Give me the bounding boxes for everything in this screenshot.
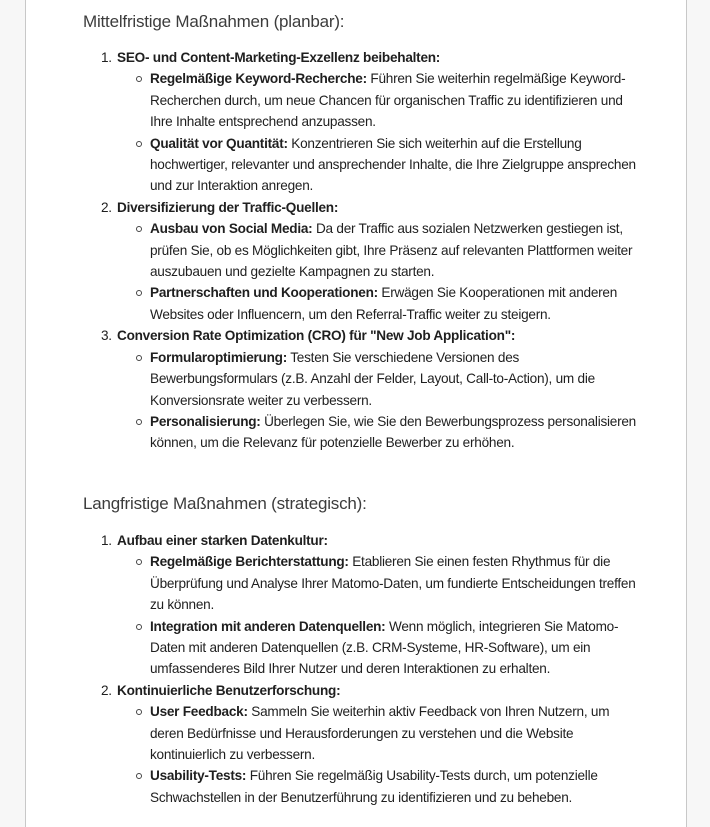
- circle-bullet-icon: [136, 559, 142, 565]
- sub-item-title: Qualität vor Quantität:: [150, 135, 288, 151]
- sub-list-item: [134, 616, 641, 680]
- sub-list-item: [134, 68, 641, 132]
- sub-item-title: Partnerschaften und Kooperationen:: [150, 285, 378, 301]
- document-panel: [25, 0, 687, 827]
- sub-item-title: Regelmäßige Keyword-Recherche:: [150, 71, 367, 87]
- list-item: [101, 680, 641, 808]
- sub-item-text: Etablieren Sie einen festen Rhythmus für die Überprüfung und Analyse Ihrer Matomo-Daten, um fundierte Entscheidungen treffen zu können.: [150, 554, 636, 613]
- sub-item-text: Überlegen Sie, wie Sie den Bewerbungsprozess personalisieren können, um die Relevanz für potenzielle Bewerber zu erhöhen.: [150, 413, 636, 451]
- sub-list-item: [134, 765, 641, 808]
- sub-item-title: Integration mit anderen Datenquellen:: [150, 618, 386, 634]
- item-number: 1.: [101, 50, 112, 65]
- list-item: [101, 47, 641, 197]
- sub-item-text: Führen Sie weiterhin regelmäßige Keyword-Recherchen durch, um neue Chancen für organischen Traffic zu identifizieren und Ihre Inhalte entsprechend anzupassen.: [150, 71, 626, 130]
- long-term-measures-list: [101, 530, 641, 808]
- sub-list: [117, 68, 641, 196]
- circle-bullet-icon: [136, 419, 142, 425]
- sub-item-title: Regelmäßige Berichterstattung:: [150, 554, 349, 570]
- sub-list: [117, 701, 641, 808]
- item-title: Diversifizierung der Traffic-Quellen:: [117, 199, 339, 215]
- sub-item-title: Formularoptimierung:: [150, 349, 287, 365]
- circle-bullet-icon: [136, 141, 142, 147]
- sub-list-item: [134, 347, 641, 411]
- circle-bullet-icon: [136, 76, 142, 82]
- sub-item-text: Wenn möglich, integrieren Sie Matomo-Daten mit anderen Datenquellen (z.B. CRM-Systeme, HR-Software), um ein umfassenderes Bild Ihrer Nutzer und deren Interaktionen zu erhalten.: [150, 618, 619, 677]
- sub-item-title: Ausbau von Social Media:: [150, 221, 313, 237]
- sub-item-text: Da der Traffic aus sozialen Netzwerken gestiegen ist, prüfen Sie, ob es Möglichkeiten gibt, Ihre Präsenz auf relevanten Plattformen weiter auszubauen und gezielte Kampagnen zu starten.: [150, 221, 633, 280]
- circle-bullet-icon: [136, 709, 142, 715]
- item-number: 2.: [101, 682, 112, 698]
- item-number: 3.: [101, 328, 112, 344]
- list-item: [101, 197, 641, 325]
- section-heading-mid-term: Mittelfristige Maßnahmen (planbar):: [83, 12, 345, 31]
- item-title: Kontinuierliche Benutzerforschung:: [117, 682, 341, 698]
- sub-item-text: Führen Sie regelmäßig Usability-Tests durch, um potenzielle Schwachstellen in der Benutzerführung zu identifizieren und zu beheben.: [150, 768, 598, 805]
- sub-list: [117, 218, 641, 325]
- sub-item-title: Usability-Tests:: [150, 768, 247, 784]
- sub-list-item: [134, 701, 641, 765]
- sub-item-text: Sammeln Sie weiterhin aktiv Feedback von Ihren Nutzern, um deren Bedürfnisse und Herausforderungen zu verstehen und die Website kontinuierlich zu verbessern.: [150, 704, 610, 763]
- circle-bullet-icon: [136, 290, 142, 296]
- sub-item-text: Konzentrieren Sie sich weiterhin auf die Erstellung hochwertiger, relevanter und ansprechender Inhalte, die Ihre Zielgruppe ansprechen und zur Interaktion anregen.: [150, 135, 636, 194]
- section-heading-long-term: Langfristige Maßnahmen (strategisch):: [83, 494, 367, 513]
- circle-bullet-icon: [136, 624, 142, 630]
- item-number: 1.: [101, 533, 112, 548]
- mid-term-measures-list: [101, 47, 641, 454]
- item-number: 2.: [101, 199, 112, 215]
- sub-item-title: Personalisierung:: [150, 413, 261, 429]
- sub-list: [117, 551, 641, 679]
- sub-list-item: [134, 551, 641, 615]
- sub-list-item: [134, 282, 641, 325]
- circle-bullet-icon: [136, 773, 142, 779]
- sub-item-title: User Feedback:: [150, 704, 248, 720]
- sub-list-item: [134, 411, 641, 454]
- list-item: [101, 325, 641, 453]
- list-item: [101, 530, 641, 680]
- item-title: Conversion Rate Optimization (CRO) für "New Job Application":: [117, 328, 516, 344]
- item-title: Aufbau einer starken Datenkultur:: [117, 533, 328, 548]
- circle-bullet-icon: [136, 226, 142, 232]
- sub-list-item: [134, 133, 641, 197]
- sub-list: [117, 347, 641, 454]
- circle-bullet-icon: [136, 355, 142, 361]
- sub-list-item: [134, 218, 641, 282]
- sub-item-text: Erwägen Sie Kooperationen mit anderen Websites oder Influencern, um den Referral-Traffic weiter zu steigern.: [150, 285, 618, 322]
- item-title: SEO- und Content-Marketing-Exzellenz beibehalten:: [117, 50, 441, 65]
- sub-item-text: Testen Sie verschiedene Versionen des Bewerbungsformulars (z.B. Anzahl der Felder, Layout, Call-to-Action), um die Konversionsrate weiter zu verbessern.: [150, 349, 595, 408]
